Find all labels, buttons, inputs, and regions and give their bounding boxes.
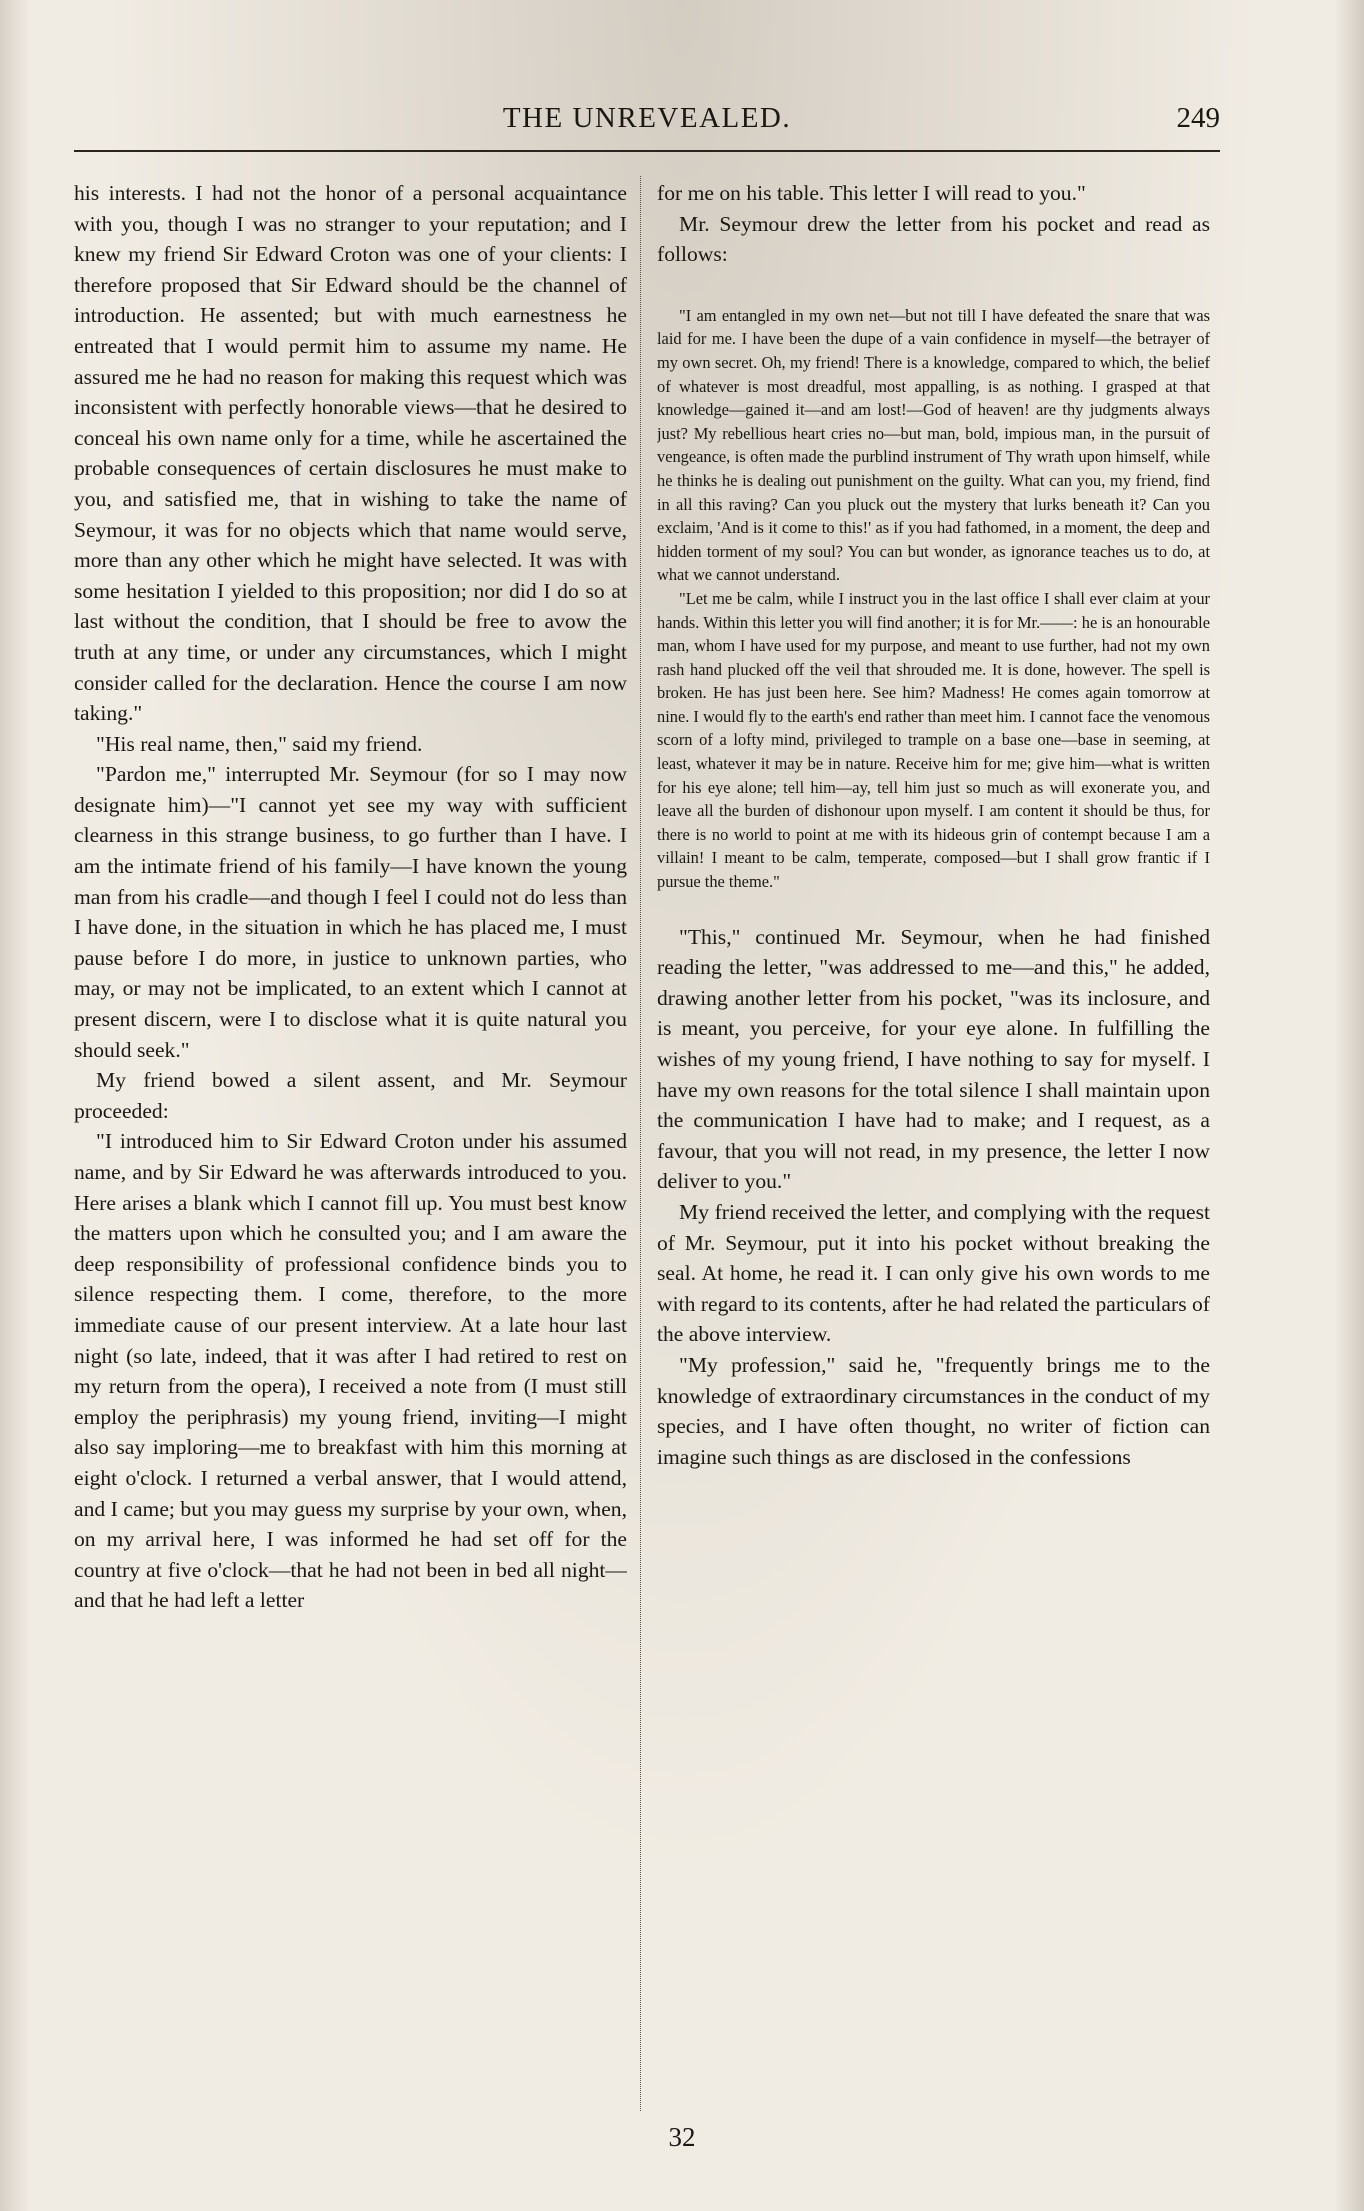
right-column: [657, 178, 1210, 2113]
page-header: [74, 102, 1220, 142]
header-rule: [74, 150, 1220, 152]
quote-paragraph: "Let me be calm, while I instruct you in the last office I shall ever claim at your hands. Within this letter you will find another; it is for Mr.——: he is an honourable man, whom I have used for my purpose, and meant to use further, had not my own rash hand plucked off the veil that shrouded me. It is done, however. The spell is broken. He has just been here. See him? Madness! He comes again tomorrow at nine. I would fly to the earth's end rather than meet him. I cannot face the venomous scorn of a lofty mind, privileged to trample on a base one—base in seeming, at least, whatever it may be in nature. Receive him for me; give him—what is written for his eye alone; tell him—ay, tell him just so much as will exonerate you, and leave all the burden of dishonour upon myself. I am content it should be thus, for there is no world to point at me with its hideous grin of contempt because I am a villain! I meant to be calm, temperate, composed—but I shall grow frantic if I pursue the theme.": [657, 588, 1210, 892]
quote-paragraph: "I am entangled in my own net—but not till I have defeated the snare that was laid for me. I have been the dupe of a vain confidence in myself—the betrayer of my own secret. Oh, my friend! There is a knowledge, compared to which, the belief of whatever is most dreadful, most appalling, is as nothing. I grasped at that knowledge—gained it—and am lost!—God of heaven! are thy judgments always just? My rebellious heart cries no—but man, bold, impious man, in the pursuit of vengeance, is often made the purblind instrument of Thy wrath upon himself, while he thinks he is dealing out punishment on the guilty. What can you, my friend, find in all this raving? Can you pluck out the mystery that lurks beneath it? Can you exclaim, 'And is it come to this!' as if you had fathomed, in a moment, the deep and hidden torment of my soul? You can but wonder, as ignorance teaches us to do, at what we cannot understand.: [657, 305, 1210, 585]
paragraph: his interests. I had not the honor of a personal acquaintance with you, though I was no stranger to your reputation; and I knew my friend Sir Edward Croton was one of your clients: I therefore proposed that Sir Edward should be the channel of introduction. He assented; but with much earnestness he entreated that I would permit him to assume my name. He assured me he had no reason for making this request which was inconsistent with perfectly honorable views—that he desired to conceal his own name only for a time, while he ascertained the probable consequences of certain disclosures he must make to you, and satisfied me, that in wishing to take the name of Seymour, it was for no objects which that name would serve, more than any other which he might have selected. It was with some hesitation I yielded to this proposition; nor did I do so at last without the condition, that I should be free to avow the truth at any time, or under any circumstances, which I might consider called for the declaration. Hence the course I am now taking.": [74, 181, 627, 726]
paragraph: "His real name, then," said my friend.: [96, 731, 423, 756]
running-title: THE UNREVEALED.: [502, 102, 792, 134]
paragraph: "I introduced him to Sir Edward Croton under his assumed name, and by Sir Edward he was afterwards introduced to you. Here arises a blank which I cannot fill up. You must best know the matters upon which he consulted you; and I am aware the deep responsibility of professional confidence binds you to silence respecting them. I come, therefore, to the more immediate cause of our present interview. At a late hour last night (so late, indeed, that it was after I had retired to rest on my return from the opera), I received a note from (I must still employ the periphrasis) my young friend, inviting—I might also say imploring—me to breakfast with him this morning at eight o'clock. I returned a verbal answer, that I would attend, and I came; but you may guess my surprise by your own, when, on my arrival here, I was informed he had set off for the country at five o'clock—that he had not been in bed all night—and that he had left a letter: [74, 1129, 627, 1613]
paragraph: My friend bowed a silent assent, and Mr. Seymour proceeded:: [74, 1068, 627, 1123]
paragraph: My friend received the letter, and complying with the request of Mr. Seymour, put it into his pocket without breaking the seal. At home, he read it. I can only give his own words to me with regard to its contents, after he had related the particulars of the above interview.: [657, 1199, 1210, 1347]
paragraph: for me on his table. This letter I will read to you.": [657, 181, 1086, 205]
paragraph: Mr. Seymour drew the letter from his pocket and read as follows:: [657, 211, 1210, 267]
signature-mark: 32: [668, 2122, 696, 2152]
page-number: 249: [1176, 102, 1220, 134]
column-divider: [640, 176, 641, 2111]
paragraph: "Pardon me," interrupted Mr. Seymour (for so I may now designate him)—"I cannot yet see my way with sufficient clearness in this strange business, to go further than I have. I am the intimate friend of his family—I have known the young man from his cradle—and though I feel I could not do less than I have done, in the situation in which he has placed me, I must pause before I do more, in justice to unknown parties, who may, or may not be implicated, to an extent which I cannot at present discern, were I to disclose what it is quite natural you should seek.": [74, 762, 627, 1062]
left-column: [74, 178, 627, 2113]
paragraph: "This," continued Mr. Seymour, when he had finished reading the letter, "was addressed to me—and this," he added, drawing another letter from his pocket, "was its inclosure, and is meant, you perceive, for your eye alone. In fulfilling the wishes of my young friend, I have nothing to say for myself. I have my own reasons for the total silence I shall maintain upon the communication I have had to make; and I request, as a favour, that you will not read, in my presence, the letter I now deliver to you.": [657, 924, 1210, 1194]
letter-quote: [657, 304, 1210, 894]
paragraph: "My profession," said he, "frequently brings me to the knowledge of extraordinary circumstances in the conduct of my species, and I have often thought, no writer of fiction can imagine such things as are disclosed in the confessions: [657, 1352, 1210, 1469]
